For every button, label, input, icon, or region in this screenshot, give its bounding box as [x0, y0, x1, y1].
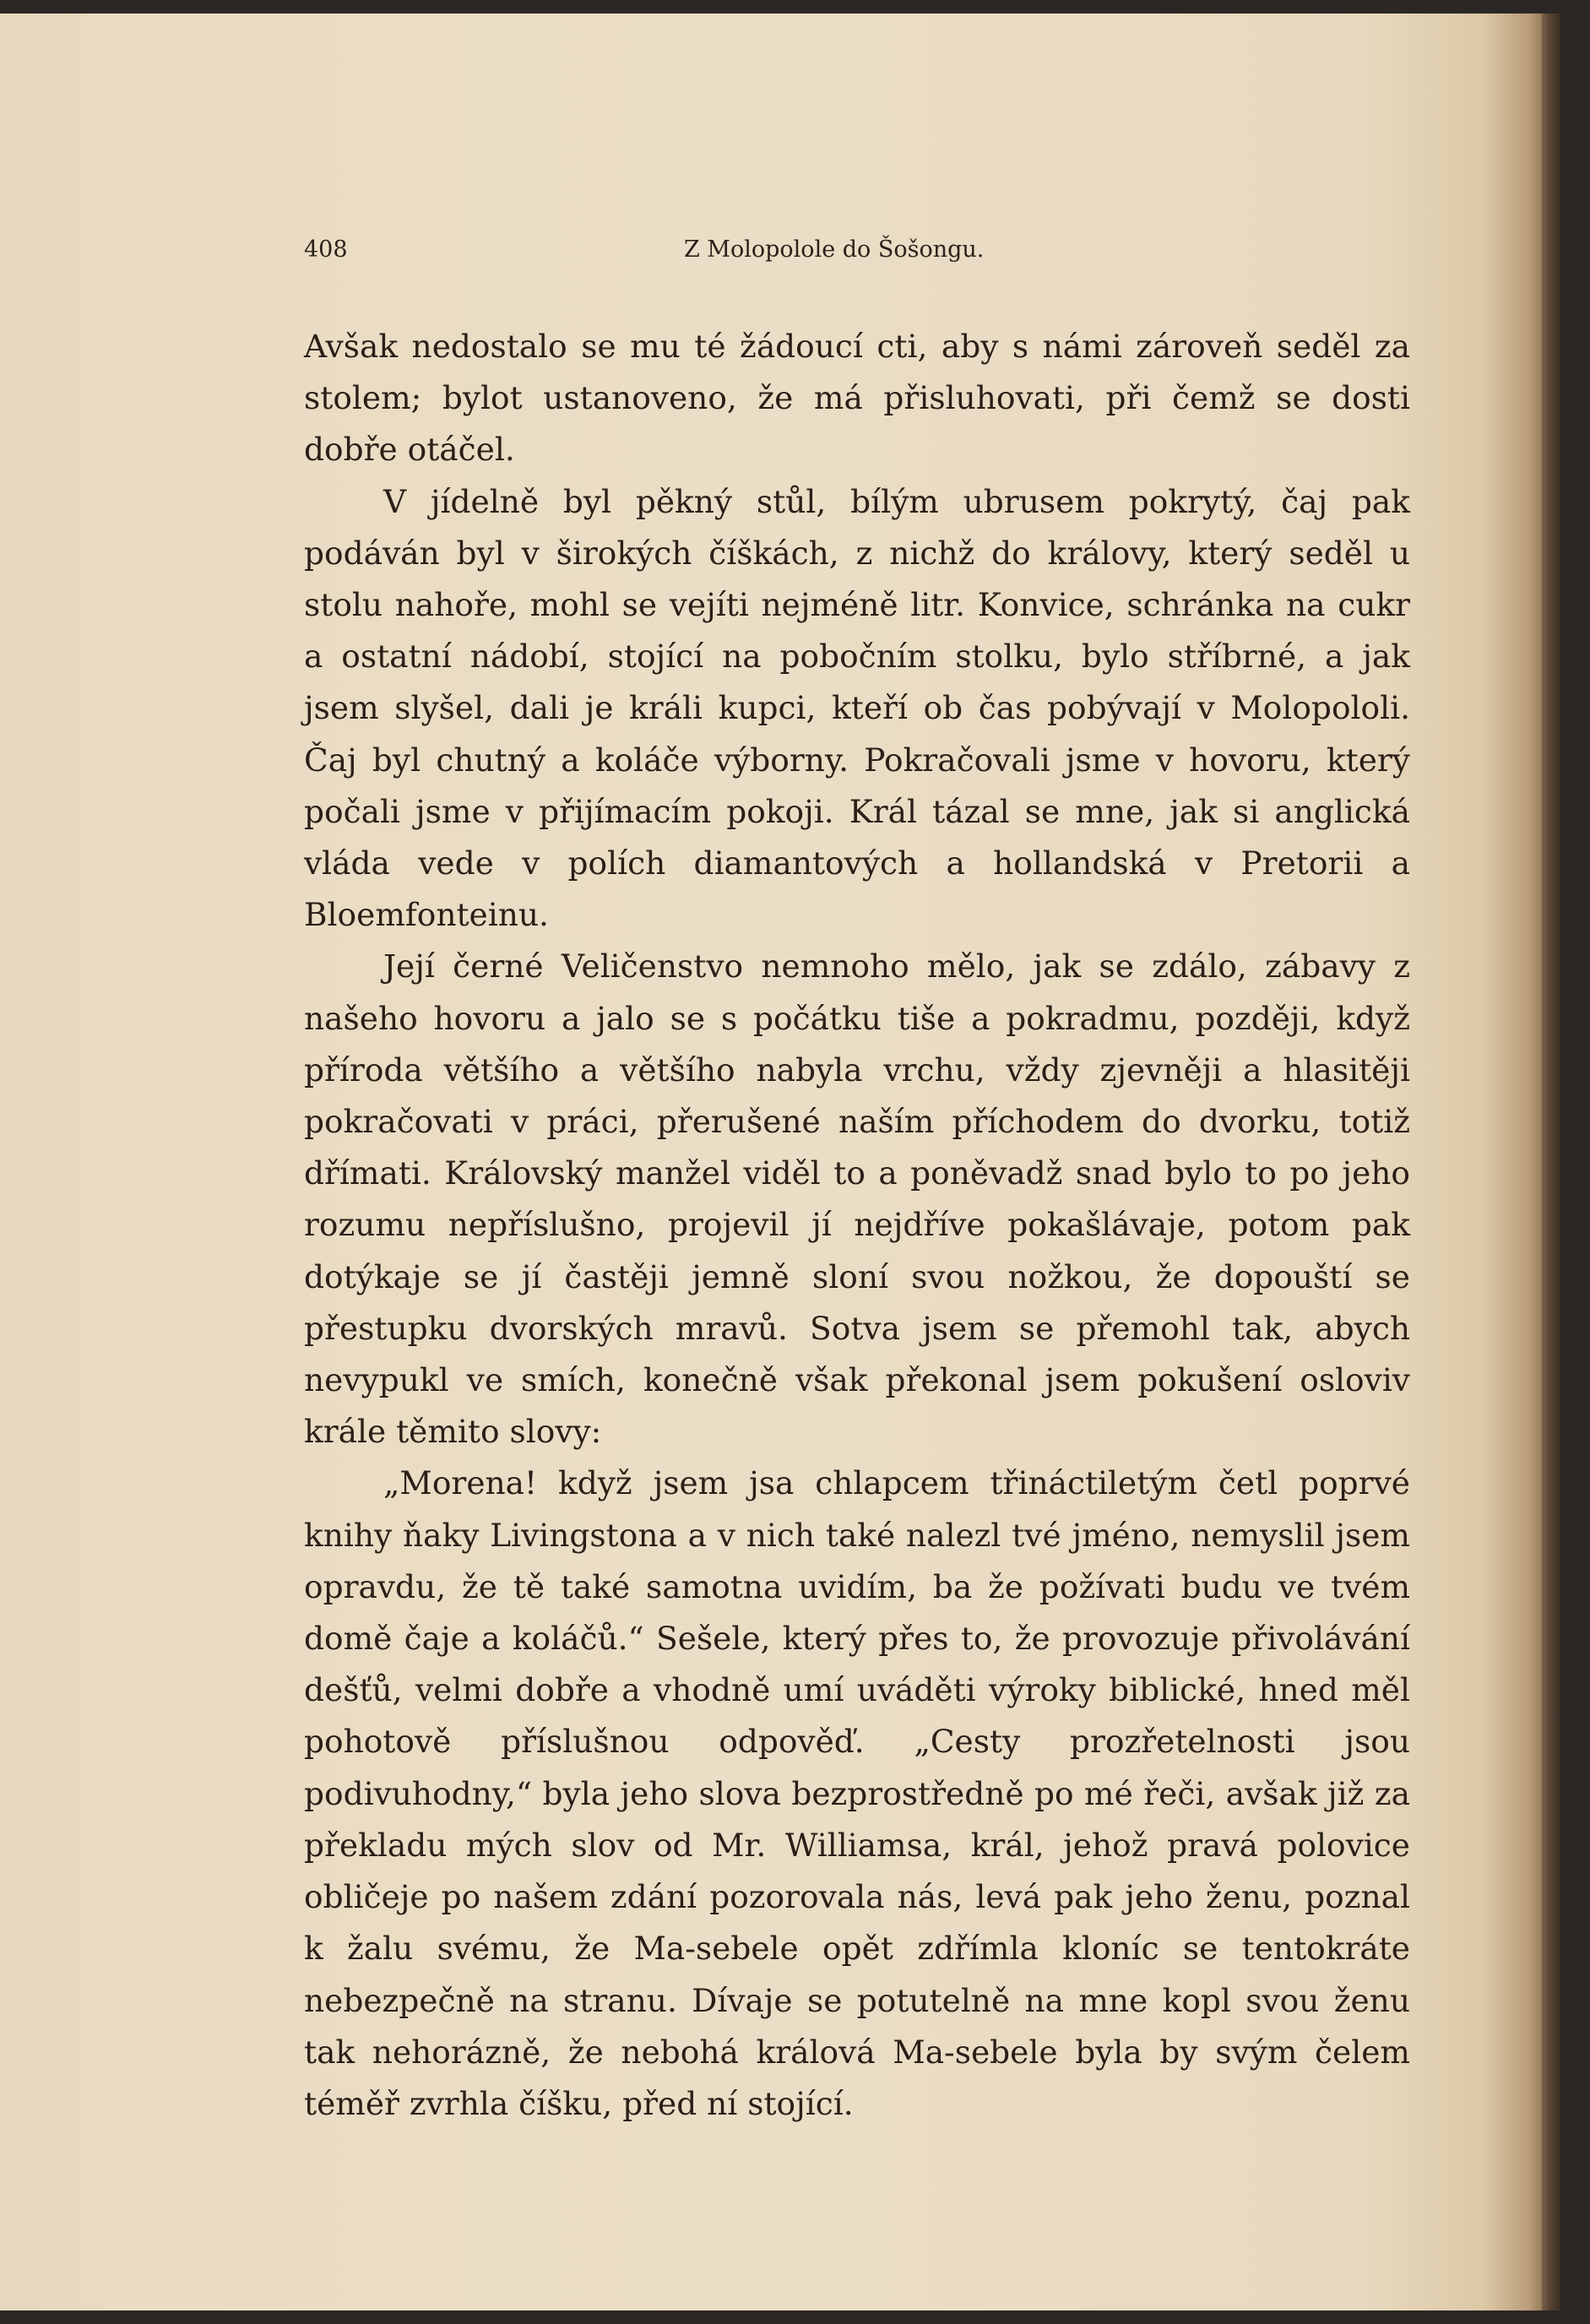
paragraph: V jídelně byl pěkný stůl, bílým ubrusem pokrytý, čaj pak podáván byl v širokých číškách, z nichž do královy, který seděl u stolu nahoře, mohl se vejíti nejméně litr. Konvice, schránka na cukr a ostatní nádobí, stojící na pobočním stolku, bylo stříbrné, a jak jsem slyšel, dali je králi kupci, kteří ob čas pobývají v Molopololi. Čaj byl chutný a koláče výborny. Pokračovali jsme v hovoru, který počali jsme v přijímacím pokoji. Král tázal se mne, jak si anglická vláda vede v polích diamantových a hollandská v Pretorii a Bloemfonteinu.	[304, 482, 1410, 934]
page-gutter-edge	[1542, 14, 1560, 2310]
page-number: 408	[304, 236, 348, 263]
paragraph: Její černé Veličenstvo nemnoho mělo, jak se zdálo, zábavy z našeho hovoru a jalo se s počátku tiše a pokradmu, později, když příroda většího a většího nabyla vrchu, vždy zjevněji a hlasitěji pokračovati v práci, přerušené naším příchodem do dvorku, totiž dřímati. Královský manžel viděl to a poněvadž snad bylo to po jeho rozumu nepříslušno, projevil jí nejdříve pokašlávaje, potom pak dotýkaje se jí častěji jemně sloní svou nožkou, že dopouští se přestupku dvorských mravů. Sotva jsem se přemohl tak, abych nevypukl ve smích, konečně však překonal jsem pokušení osloviv krále těmito slovy:	[304, 948, 1410, 1451]
body-text	[304, 321, 1410, 2130]
running-title: Z Molopolole do Šošongu.	[684, 236, 985, 263]
paragraph: Avšak nedostalo se mu té žádoucí cti, aby s námi zároveň seděl za stolem; bylot ustanoveno, že má přisluhovati, při čemž se dosti dobře otáčel.	[304, 328, 1410, 469]
running-header	[304, 236, 1030, 270]
paragraph: „Morena! když jsem jsa chlapcem třináctiletým četl poprvé knihy ňaky Livingstona a v nich také nalezl tvé jméno, nemyslil jsem opravdu, že tě také samotna uvidím, ba že požívati budu ve tvém domě čaje a koláčů.“ Sešele, který přes to, že provozuje přivolávání dešťů, velmi dobře a vhodně umí uváděti výroky biblické, hned měl pohotově příslušnou odpověď. „Cesty prozřetelnosti jsou podivuhodny,“ byla jeho slova bezprostředně po mé řeči, avšak již za překladu mých slov od Mr. Williamsa, král, jehož pravá polovice obličeje po našem zdání pozorovala nás, levá pak jeho ženu, poznal k žalu svému, že Ma-sebele opět zdřímla kloníc se tentokráte nebezpečně na stranu. Dívaje se potutelně na mne kopl svou ženu tak nehorázně, že nebohá králová Ma-sebele byla by svým čelem téměř zvrhla číšku, před ní stojící.	[304, 1464, 1410, 2122]
